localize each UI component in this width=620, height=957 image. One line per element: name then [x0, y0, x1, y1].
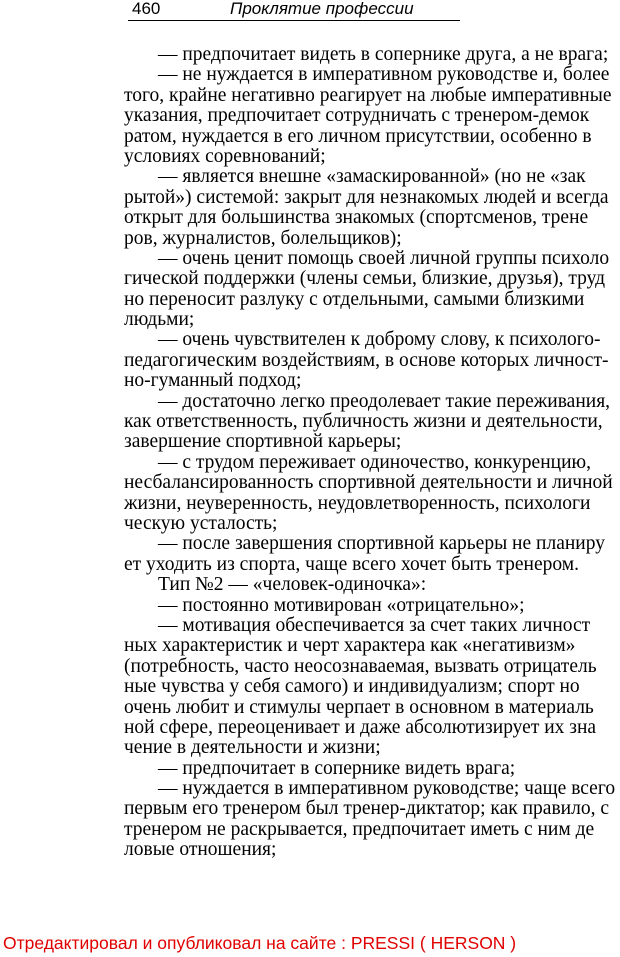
text-line: тренером не раскрывается, предпочитает иметь с ним де [124, 818, 595, 840]
text-line: жизни, неуверенность, неудовлетворенность, психологи [124, 492, 591, 514]
text-line: очень любит и стимулы черпает в основном в материаль [124, 696, 594, 718]
text-line: ет уходить из спорта, чаще всего хочет быть тренером. [124, 553, 579, 575]
text-line: — постоянно мотивирован «отрицательно»; [158, 594, 525, 616]
text-line: — предпочитает видеть в сопернике друга, а не врага; [158, 44, 609, 65]
header-rule [128, 20, 460, 21]
text-line: завершение спортивной карьеры; [124, 431, 402, 453]
footer-credit: Отредактировал и опубликовал на сайте : PRESSI ( HERSON ) [3, 933, 517, 953]
text-line: но переносит разлуку с отдельными, самыми близкими [124, 288, 585, 310]
text-line: гической поддержки (члены семьи, близкие, друзья), труд [124, 268, 606, 290]
text-line: людьми; [124, 309, 195, 331]
page-number: 460 [132, 0, 161, 18]
text-line: как ответственность, публичность жизни и деятельности, [124, 411, 603, 433]
text-line: чение в деятельности и жизни; [124, 737, 381, 759]
text-line: — очень ценит помощь своей личной группы психоло [158, 247, 610, 269]
text-line: — предпочитает в сопернике видеть врага; [158, 757, 516, 779]
body-text [124, 45, 620, 861]
text-line: того, крайне негативно реагирует на любые императивные [124, 84, 612, 106]
running-title: Проклятие профессии [230, 0, 414, 18]
text-line: ратом, нуждается в его личном присутствии, особенно в [124, 125, 592, 147]
text-line: — очень чувствителен к доброму слову, к психолого- [158, 329, 601, 351]
text-line: — после завершения спортивной карьеры не планиру [158, 533, 605, 555]
text-line: Тип №2 — «человек-одиночка»: [158, 574, 427, 596]
text-line: ческую усталость; [124, 512, 278, 534]
text-line: первым его тренером был тренер-диктатор; как правило, с [124, 798, 609, 820]
text-line: открыт для большинства знакомых (спортсменов, трене [124, 207, 589, 229]
text-line: (потребность, часто неосознаваемая, вызвать отрицатель [124, 655, 597, 677]
text-line: несбалансированность спортивной деятельности и личной [124, 472, 613, 494]
text-line: — мотивация обеспечивается за счет таких личност [158, 614, 591, 636]
text-line: условиях соревнований; [124, 145, 326, 167]
text-line: — не нуждается в императивном руководстве и, более [158, 64, 610, 86]
text-line: ной сфере, переоценивает и даже абсолютизирует их зна [124, 716, 597, 738]
text-line: ловые отношения; [124, 839, 277, 861]
text-line: — является внешне «замаскированной» (но не «зак [158, 166, 586, 188]
text-line: но-гуманный подход; [124, 370, 302, 392]
text-line: ров, журналистов, болельщиков); [124, 227, 402, 249]
text-line: — достаточно легко преодолевает такие переживания, [158, 390, 611, 412]
text-line: педагогическим воздействиям, в основе которых личност- [124, 349, 609, 371]
text-line: рытой») системой: закрыт для незнакомых людей и всегда [124, 186, 609, 208]
text-line: — с трудом переживает одиночество, конкуренцию, [158, 451, 591, 473]
text-line: ные чувства у себя самого) и индивидуализм; спорт но [124, 676, 580, 698]
text-line: — нуждается в императивном руководстве; чаще всего [158, 778, 616, 800]
text-line: указания, предпочитает сотрудничать с тренером-демок [124, 105, 590, 127]
text-line: ных характеристик и черт характера как «негативизм» [124, 635, 576, 657]
